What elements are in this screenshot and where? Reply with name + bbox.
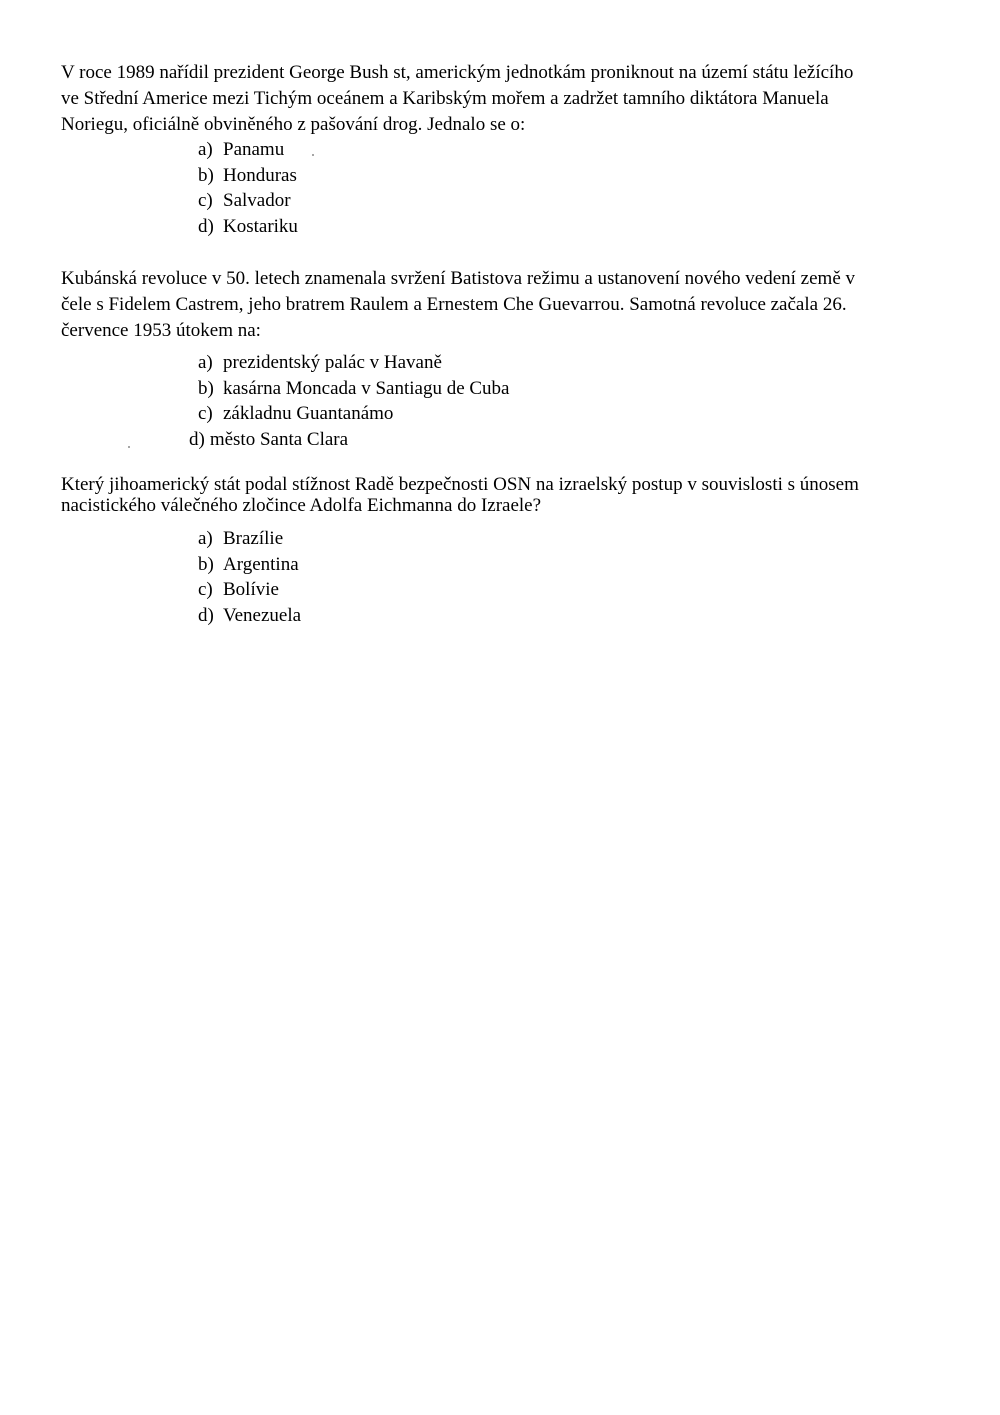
stray-mark: [128, 446, 130, 448]
question-1-text: V roce 1989 nařídil prezident George Bush st, americkým jednotkám proniknout na území státu ležícího ve Střední Americe mezi Tichým oceánem a Karibským mořem a zadržet tamního diktátora Manuela Noriegu, oficiálně obviněného z pašování drog. Jednalo se o:: [61, 62, 854, 135]
option-label: Kostariku: [223, 215, 298, 237]
option-label: Bolívie: [223, 579, 279, 600]
option-letter: c): [198, 403, 213, 424]
option-label: Honduras: [223, 164, 297, 186]
option-letter: d): [198, 604, 214, 626]
option-letter: a): [198, 528, 213, 549]
option-letter: c): [198, 579, 213, 600]
option-letter: a): [198, 139, 213, 160]
option-label: město Santa Clara: [209, 428, 349, 450]
option-label: Salvador: [223, 190, 291, 211]
option-a: [198, 526, 301, 552]
option-c: [198, 401, 510, 427]
question-2-text: Kubánská revoluce v 50. letech znamenala svržení Batistova režimu a ustanovení nového vedení země v čele s Fidelem Castrem, jeho bratrem Raulem a Ernestem Che Guevarrou. Samotná revoluce začala 26. července 1953 útokem na:: [61, 268, 856, 341]
option-label: Venezuela: [223, 604, 302, 626]
option-d: [198, 603, 301, 629]
option-letter: b): [198, 377, 214, 399]
option-label: Brazílie: [223, 528, 284, 549]
stray-mark: [312, 154, 314, 156]
option-letter: b): [198, 164, 214, 186]
question-2-options: [189, 350, 510, 452]
question-3-text: Který jihoamerický stát podal stížnost Radě bezpečnosti OSN na izraelský postup v souvislosti s únosem nacistického válečného zločince Adolfa Eichmanna do Izraele?: [61, 474, 859, 516]
question-1-options: [198, 137, 298, 239]
option-d: [189, 427, 510, 453]
option-label: prezidentský palác v Havaně: [223, 352, 442, 373]
option-letter: d): [189, 428, 205, 450]
option-letter: b): [198, 553, 214, 575]
option-a: [198, 137, 298, 163]
option-label: základnu Guantanámo: [223, 403, 394, 424]
option-label: Panamu: [223, 139, 285, 160]
option-letter: a): [198, 352, 213, 373]
option-b: [198, 376, 510, 402]
option-b: [198, 552, 301, 578]
option-letter: c): [198, 190, 213, 211]
option-letter: d): [198, 215, 214, 237]
option-label: Argentina: [223, 553, 299, 575]
option-b: [198, 163, 298, 189]
option-c: [198, 577, 301, 603]
option-c: [198, 188, 298, 214]
question-3-options: [198, 526, 301, 628]
option-a: [198, 350, 510, 376]
option-d: [198, 214, 298, 240]
option-label: kasárna Moncada v Santiagu de Cuba: [223, 377, 510, 399]
